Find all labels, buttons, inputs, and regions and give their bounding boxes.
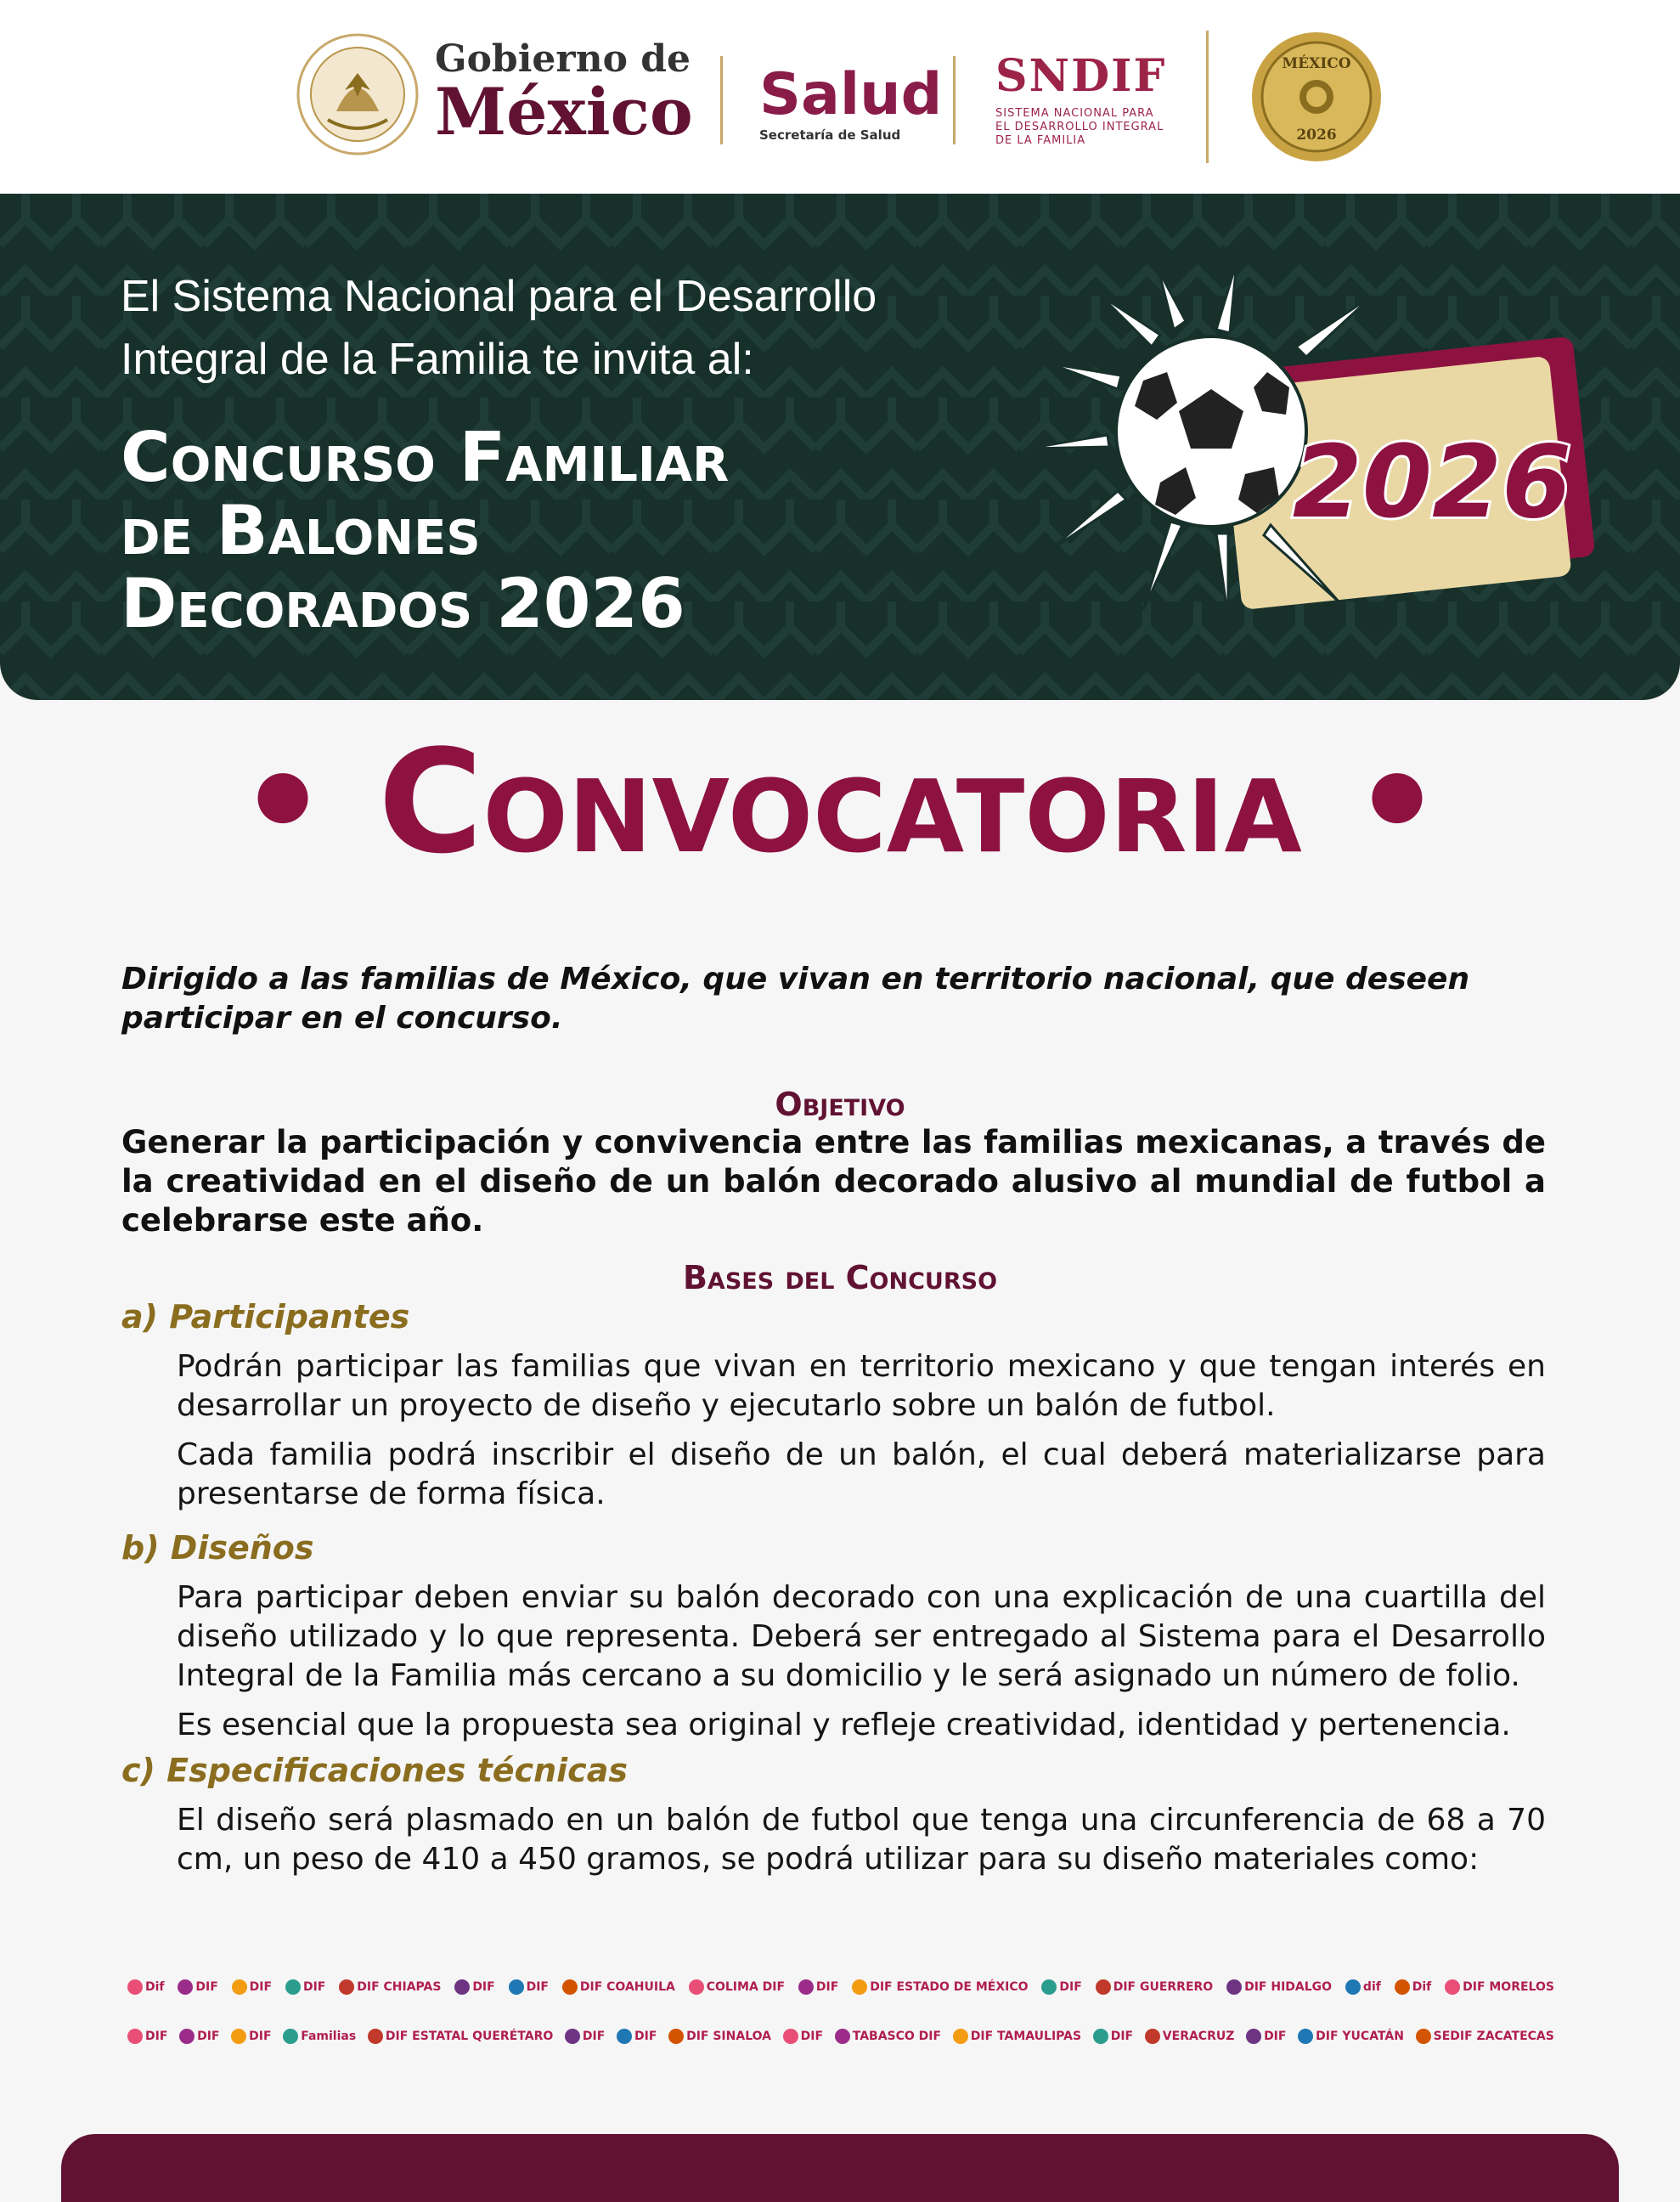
dif-logo-label: DIF HIDALGO [1244, 1980, 1333, 1994]
dif-logo-label: DIF [195, 1980, 218, 1994]
dif-logo-label: DIF SINALOA [686, 2030, 771, 2043]
state-dif-logo [1093, 2029, 1133, 2044]
dif-logo-mark-icon [127, 2029, 143, 2044]
dif-logo-label: DIF [526, 1980, 549, 1994]
state-dif-logos-row-2 [127, 2029, 1554, 2044]
dif-logo-mark-icon [509, 1979, 524, 1995]
dif-logo-mark-icon [1096, 1979, 1111, 1995]
dif-logo-label: SEDIF ZACATECAS [1433, 2030, 1554, 2043]
state-dif-logo [1226, 1979, 1332, 1995]
dif-logo-label: DIF [1264, 2030, 1287, 2043]
salud-subtitle: Secretaría de Salud [759, 127, 901, 143]
dif-logo-label: DIF [302, 1980, 326, 1994]
state-dif-logo [783, 2029, 823, 2044]
state-dif-logo [562, 1979, 675, 1995]
disenos-paragraph-2: Es esencial que la propuesta sea original y refleje creatividad, identidad y pertenencia. [177, 1708, 1511, 1742]
gobierno-de-mexico-logo [435, 37, 693, 150]
gobierno-big-text: México [435, 74, 693, 150]
dif-logo-mark-icon [1041, 1979, 1057, 1995]
state-dif-logo [1246, 2029, 1286, 2044]
dif-logo-label: DIF [815, 1980, 839, 1994]
state-dif-logo [178, 1979, 217, 1995]
state-dif-logo [689, 1979, 785, 1995]
state-dif-logos-row-1 [127, 1979, 1554, 1995]
invite-line: Integral de la Familia te invita al: [121, 335, 754, 384]
dif-logo-mark-icon [835, 2029, 850, 2044]
state-dif-logo [454, 1979, 494, 1995]
sndif-line: DE LA FAMILIA [995, 134, 1086, 147]
dif-logo-mark-icon [783, 2029, 798, 2044]
title-line: Concurso Familiar [121, 418, 730, 497]
dif-logo-label: DIF [197, 2030, 220, 2043]
sndif-subtitle [995, 107, 1166, 148]
state-dif-logo [565, 2029, 605, 2044]
participantes-heading: a) Participantes [121, 1298, 410, 1335]
hero-invitation [121, 265, 1055, 391]
state-dif-logo [668, 2029, 771, 2044]
dif-logo-label: DIF [472, 1980, 495, 1994]
dif-logo-label: COLIMA DIF [706, 1980, 786, 1994]
dif-logo-mark-icon [1395, 1979, 1410, 1995]
title-line: de Balones [121, 491, 481, 570]
dif-logo-label: DIF COAHUILA [579, 1980, 675, 1994]
dif-logo-mark-icon [1345, 1979, 1361, 1995]
state-dif-logo [368, 2029, 553, 2044]
salud-text: Salud [759, 61, 943, 128]
dif-logo-label: DIF [582, 2030, 606, 2043]
gobierno-small-text: Gobierno de [435, 37, 691, 81]
title-line: Decorados 2026 [121, 564, 685, 643]
state-dif-logo [283, 2029, 356, 2044]
state-dif-logo [1041, 1979, 1081, 1995]
state-dif-logo [798, 1979, 838, 1995]
dif-logo-mark-icon [562, 1979, 578, 1995]
sndif-line: SISTEMA NACIONAL PARA [995, 107, 1154, 120]
divider [953, 56, 956, 144]
bases-heading: Bases del Concurso [682, 1259, 998, 1296]
state-dif-logo [1096, 1979, 1214, 1995]
badge-top-text: MÉXICO [1282, 55, 1351, 72]
dif-logo-label: DIF [249, 1980, 273, 1994]
dif-logo-label: dif [1362, 1980, 1381, 1994]
hero-banner [0, 194, 1680, 700]
dif-logo-label: DIF MORELOS [1463, 1980, 1554, 1994]
state-dif-logo [509, 1979, 549, 1995]
dif-logo-label: Dif [1412, 1980, 1432, 1994]
dif-logo-mark-icon [617, 2029, 632, 2044]
dif-logo-label: DIF [249, 2030, 272, 2043]
objetivo-text: Generar la participación y convivencia entre las familias mexicanas, a través de la creatividad en el diseño de un balón decorado alusivo al mundial de futbol a celebrarse este año. [121, 1124, 1546, 1239]
state-dif-logo [127, 1979, 165, 1995]
dif-logo-mark-icon [1246, 2029, 1261, 2044]
divider [720, 56, 723, 144]
especificaciones-heading: c) Especificaciones técnicas [121, 1752, 628, 1789]
dif-logo-label: DIF [145, 2030, 168, 2043]
logo-header [0, 0, 1680, 194]
dif-logo-label: DIF ESTADO DE MÉXICO [870, 1980, 1029, 1994]
dif-logo-label: DIF GUERRERO [1113, 1980, 1214, 1994]
dif-logo-label: Dif [145, 1980, 165, 1994]
dirigido-text: Dirigido a las familias de México, que vivan en territorio nacional, que deseen participar en el concurso. [121, 962, 1470, 1036]
dif-logo-mark-icon [1145, 2029, 1160, 2044]
dif-logo-mark-icon [339, 1979, 354, 1995]
dif-logo-label: DIF TAMAULIPAS [970, 2030, 1082, 2043]
participantes-paragraph-1: Podrán participar las familias que vivan en territorio mexicano y que tengan interés en desarrollar un proyecto de diseño y ejecutarlo sobre un balón de futbol. [177, 1349, 1546, 1423]
state-dif-logo [835, 2029, 941, 2044]
dif-logo-mark-icon [1416, 2029, 1431, 2044]
dif-logo-label: DIF [634, 2030, 657, 2043]
dif-logo-mark-icon [127, 1979, 143, 1995]
dif-logo-mark-icon [1298, 2029, 1313, 2044]
state-dif-logo [127, 2029, 167, 2044]
dif-logo-mark-icon [1226, 1979, 1242, 1995]
dif-logo-mark-icon [668, 2029, 684, 2044]
badge-bottom-text: 2026 [1296, 127, 1337, 144]
dif-logo-label: DIF [1110, 2030, 1134, 2043]
state-dif-logo [1345, 1979, 1381, 1995]
salud-logo [759, 61, 943, 143]
state-dif-logo [1445, 1979, 1554, 1995]
dif-logo-mark-icon [852, 1979, 867, 1995]
state-dif-logo [285, 1979, 325, 1995]
dif-logo-label: DIF [800, 2030, 824, 2043]
dif-logo-label: DIF YUCATÁN [1316, 2030, 1404, 2043]
dif-logo-mark-icon [179, 2029, 194, 2044]
disenos-paragraph-1: Para participar deben enviar su balón decorado con una explicación de una cuartilla del diseño utilizado y lo que representa. Deberá ser entregado al Sistema para el Desarrollo Integral de la Familia más cercano a su domicilio y le será asignado un número de folio. [177, 1580, 1546, 1693]
state-dif-logo [953, 2029, 1081, 2044]
participantes-paragraph-2: Cada familia podrá inscribir el diseño de un balón, el cual deberá materializarse para presentarse de forma física. [177, 1437, 1546, 1511]
state-dif-logo [179, 2029, 219, 2044]
state-dif-logo [339, 1979, 441, 1995]
sndif-text: SNDIF [995, 50, 1167, 102]
coat-of-arms-icon [294, 31, 421, 158]
hero-title [121, 418, 1055, 643]
state-dif-logo [617, 2029, 657, 2044]
sndif-line: EL DESARROLLO INTEGRAL [995, 121, 1164, 133]
state-dif-logo [232, 1979, 272, 1995]
footer-bar [61, 2134, 1619, 2202]
dif-logo-label: DIF CHIAPAS [357, 1980, 442, 1994]
dif-logo-mark-icon [368, 2029, 383, 2044]
invite-line: El Sistema Nacional para el Desarrollo [121, 272, 877, 321]
dif-logo-label: DIF ESTATAL QUERÉTARO [385, 2030, 554, 2043]
dif-logo-mark-icon [565, 2029, 580, 2044]
dif-logo-mark-icon [178, 1979, 193, 1995]
state-dif-logo [852, 1979, 1028, 1995]
dif-logo-mark-icon [454, 1979, 470, 1995]
dif-logo-label: DIF [1059, 1980, 1082, 1994]
dif-logo-label: VERACRUZ [1162, 2030, 1235, 2043]
objetivo-heading: Objetivo [775, 1086, 905, 1123]
dif-logo-mark-icon [285, 1979, 301, 1995]
dif-logo-mark-icon [953, 2029, 968, 2044]
state-dif-logo [1298, 2029, 1404, 2044]
sndif-logo [995, 50, 1167, 148]
dif-logo-mark-icon [283, 2029, 298, 2044]
mexico-2026-badge-icon [1249, 29, 1384, 165]
state-dif-logo [1145, 2029, 1235, 2044]
especificaciones-paragraph: El diseño será plasmado en un balón de futbol que tenga una circunferencia de 68 a 70 cm, un peso de 410 a 450 gramos, se podrá utilizar para su diseño materiales como: [177, 1803, 1546, 1877]
state-dif-logo [1395, 1979, 1432, 1995]
dif-logo-mark-icon [798, 1979, 814, 1995]
convocatoria-heading: • Convocatoria • [237, 719, 1443, 885]
state-dif-logo [231, 2029, 271, 2044]
dif-logo-label: Familias [301, 2030, 357, 2043]
dif-logo-mark-icon [689, 1979, 704, 1995]
dif-logo-label: TABASCO DIF [852, 2030, 942, 2043]
soccer-ball-2026-graphic [1016, 245, 1610, 669]
dif-logo-mark-icon [1093, 2029, 1108, 2044]
disenos-heading: b) Diseños [121, 1529, 314, 1567]
divider [1206, 31, 1209, 163]
dif-logo-mark-icon [231, 2029, 246, 2044]
year-2026-text: 2026 [1292, 423, 1572, 540]
state-dif-logo [1416, 2029, 1554, 2044]
dif-logo-mark-icon [1445, 1979, 1460, 1995]
dif-logo-mark-icon [232, 1979, 247, 1995]
